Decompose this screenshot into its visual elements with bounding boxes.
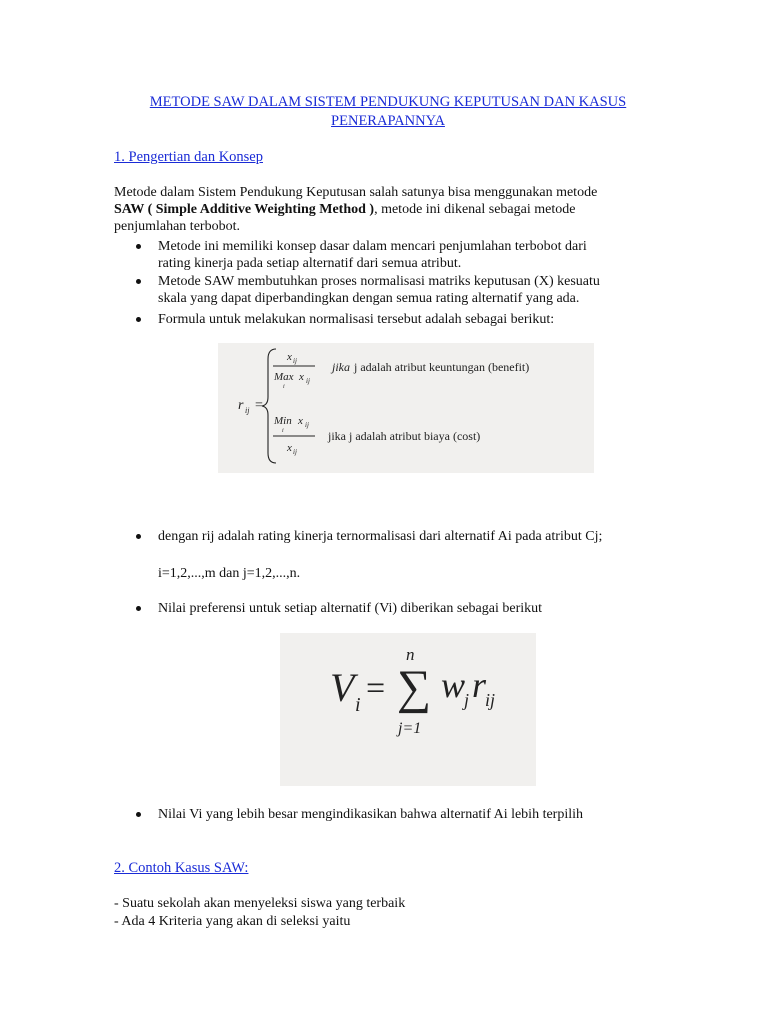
- formula-w-sub: j: [464, 690, 470, 710]
- intro-bold-term: SAW ( Simple Additive Weighting Method ): [114, 202, 375, 217]
- rij-bullet-list: [114, 528, 644, 545]
- section-2-heading: 2. Contoh Kasus SAW:: [114, 860, 249, 876]
- concept-bullet-list: [114, 238, 644, 328]
- min-var: x: [298, 415, 303, 427]
- normalization-formula: [218, 343, 594, 473]
- top-condition-jika: jika: [332, 360, 350, 374]
- intro-text-1: Metode dalam Sistem Pendukung Keputusan salah satunya bisa menggunakan metode: [114, 185, 598, 200]
- bullet-text: dengan rij adalah rating kinerja ternormalisasi dari alternatif Ai pada atribut Cj;: [158, 529, 603, 544]
- top-numerator: x: [287, 351, 292, 363]
- max-word: Max: [274, 371, 294, 383]
- section-1-heading: 1. Pengertian dan Konsep: [114, 149, 263, 165]
- bullet-text: rating kinerja pada setiap alternatif dari semua atribut.: [158, 256, 462, 271]
- bottom-condition-text: jika j adalah atribut biaya (cost): [328, 429, 481, 443]
- formula-w: w: [441, 665, 466, 705]
- formula-r-sub: ij: [485, 690, 496, 710]
- formula-r: r: [472, 665, 487, 705]
- case-line-2: - Ada 4 Kriteria yang akan di seleksi yaitu: [114, 914, 351, 929]
- max-var-sub: ij: [306, 377, 310, 385]
- formula-v-sub: i: [355, 694, 361, 716]
- normalization-formula-image: [218, 343, 594, 473]
- list-item: [114, 600, 644, 617]
- bullet-text: skala yang dapat diperbandingkan dengan semua rating alternatif yang ada.: [158, 291, 580, 306]
- list-item: [114, 311, 644, 328]
- top-numerator-sub: ij: [293, 357, 297, 365]
- list-item: [114, 528, 644, 545]
- vi-bullet-list: [114, 806, 644, 823]
- list-item: [114, 806, 644, 823]
- formula-equals: =: [366, 670, 386, 707]
- preference-bullet-list: [114, 600, 644, 617]
- bullet-text: Nilai preferensi untuk setiap alternatif (Vi) diberikan sebagai berikut: [158, 601, 543, 616]
- bullet-icon: [136, 812, 141, 817]
- preference-formula-image: [280, 633, 536, 786]
- min-var-sub: ij: [305, 421, 309, 429]
- document-title: [112, 93, 664, 131]
- bullet-text: Metode SAW membutuhkan proses normalisasi matriks keputusan (X) kesuatu: [158, 274, 600, 289]
- preference-formula: [280, 633, 536, 786]
- min-under-index: i: [282, 428, 284, 434]
- bullet-icon: [136, 317, 141, 322]
- bullet-text: Nilai Vi yang lebih besar mengindikasikan bahwa alternatif Ai lebih terpilih: [158, 807, 584, 822]
- bullet-icon: [136, 244, 141, 249]
- sigma-icon: ∑: [397, 661, 432, 714]
- formula-lhs-sub: ij: [245, 406, 250, 415]
- formula-v: V: [330, 665, 355, 710]
- bullet-icon: [136, 279, 141, 284]
- max-under-index: i: [283, 384, 285, 390]
- intro-paragraph: [114, 184, 644, 235]
- formula-equals: =: [255, 398, 263, 413]
- index-range-line: i=1,2,...,m dan j=1,2,...,n.: [158, 566, 301, 581]
- min-word: Min: [274, 415, 292, 427]
- max-var: x: [299, 371, 304, 383]
- bullet-icon: [136, 534, 141, 539]
- intro-text-3: penjumlahan terbobot.: [114, 219, 240, 234]
- bullet-text: Metode ini memiliki konsep dasar dalam mencari penjumlahan terbobot dari: [158, 239, 587, 254]
- list-item: [114, 238, 644, 272]
- top-condition-text: j adalah atribut keuntungan (benefit): [354, 360, 530, 374]
- bottom-denominator: x: [287, 442, 292, 454]
- sigma-upper: n: [406, 645, 415, 664]
- title-line-2: PENERAPANNYA: [331, 113, 445, 129]
- list-item: [114, 273, 644, 307]
- bottom-denominator-sub: ij: [293, 448, 297, 456]
- title-line-1: METODE SAW DALAM SISTEM PENDUKUNG KEPUTUSAN DAN KASUS: [149, 94, 627, 110]
- bullet-text: Formula untuk melakukan normalisasi tersebut adalah sebagai berikut:: [158, 312, 555, 327]
- bullet-icon: [136, 606, 141, 611]
- sigma-lower: j=1: [398, 720, 422, 737]
- formula-lhs: r: [238, 398, 244, 413]
- intro-text-2: , metode ini dikenal sebagai metode: [374, 202, 576, 217]
- case-line-1: - Suatu sekolah akan menyeleksi siswa yang terbaik: [114, 896, 406, 911]
